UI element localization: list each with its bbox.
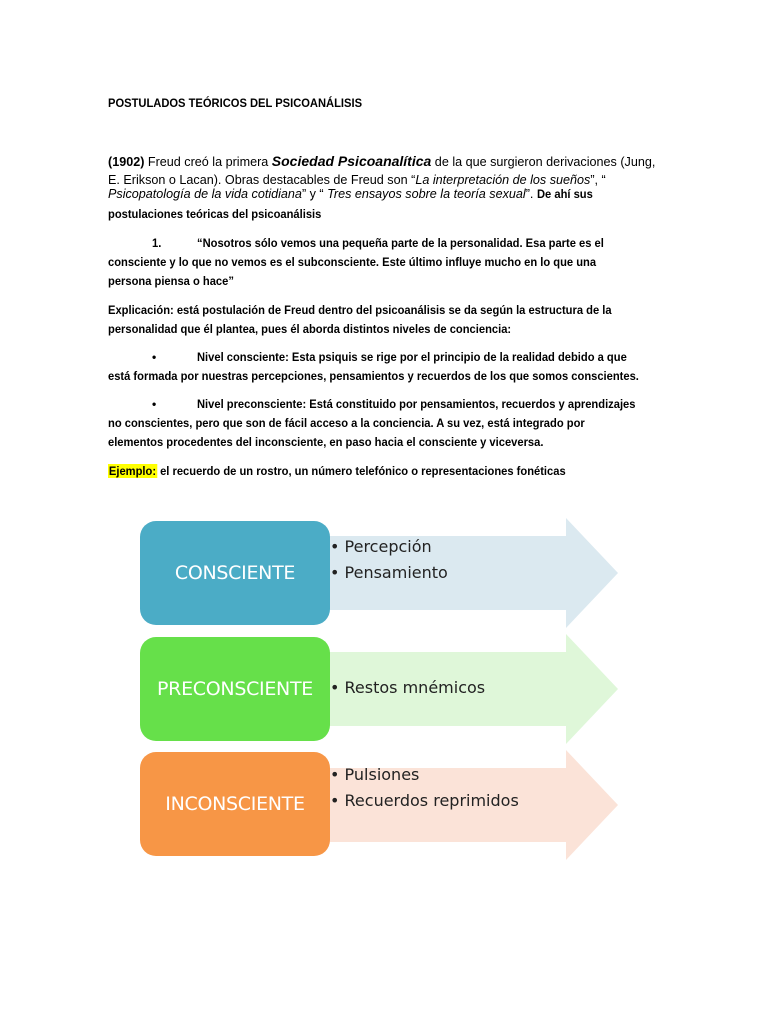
bullet1-line-2: está formada por nuestras percepciones, pensamientos y recuerdos de los que somos conscientes.: [108, 369, 639, 383]
bullet-icon: •: [152, 397, 157, 411]
bullet2-line-1: Nivel preconsciente: Está constituido por pensamientos, recuerdos y aprendizajes: [197, 397, 636, 411]
bullet-icon: •: [152, 350, 157, 364]
quote-line-3: persona piensa o hace”: [108, 274, 234, 288]
example-label: Ejemplo:: [108, 464, 157, 478]
explanation-line-2: personalidad que él plantea, pues él aborda distintos niveles de conciencia:: [108, 322, 512, 336]
box-consciente: CONSCIENTE: [140, 521, 330, 625]
box-inconsciente: INCONSCIENTE: [140, 752, 330, 856]
quote-line-1: “Nosotros sólo vemos una pequeña parte de la personalidad. Esa parte es el: [197, 236, 604, 250]
example-line: Ejemplo: el recuerdo de un rostro, un número telefónico o representaciones fonéticas: [108, 464, 566, 478]
bullet2-line-2: no conscientes, pero que son de fácil acceso a la conciencia. A su vez, está integrado por: [108, 416, 585, 430]
consciousness-levels-diagram: [140, 516, 620, 861]
box-preconsciente: PRECONSCIENTE: [140, 637, 330, 741]
items-inconsciente: • Pulsiones • Recuerdos reprimidos: [330, 765, 519, 810]
item-number: 1.: [152, 236, 162, 250]
intro-line-1: (1902) Freud creó la primera Sociedad Psicoanalítica de la que surgieron derivaciones (Jung,: [108, 153, 656, 169]
quote-line-2: consciente y lo que no vemos es el subconsciente. Este último influye mucho en lo que una: [108, 255, 597, 269]
bullet2-line-3: elementos procedentes del inconsciente, en paso hacia el consciente y viceversa.: [108, 435, 544, 449]
page-title: POSTULADOS TEÓRICOS DEL PSICOANÁLISIS: [108, 96, 363, 110]
explanation-line-1: Explicación: está postulación de Freud dentro del psicoanálisis se da según la estructura de la: [108, 303, 612, 317]
items-preconsciente: • Restos mnémicos: [330, 678, 486, 697]
society-name: Sociedad Psicoanalítica: [271, 153, 432, 169]
items-consciente: • Percepción • Pensamiento: [330, 537, 448, 582]
intro-line-2: E. Erikson o Lacan). Obras destacables de Freud son “La interpretación de los sueños”, “: [108, 173, 606, 187]
intro-line-3: Psicopatología de la vida cotidiana” y “ Tres ensayos sobre la teoría sexual”. De ahí sus: [108, 187, 593, 201]
bullet1-line-1: Nivel consciente: Esta psiquis se rige por el principio de la realidad debido a que: [197, 350, 627, 364]
intro-line-4: postulaciones teóricas del psicoanálisis: [108, 207, 322, 221]
